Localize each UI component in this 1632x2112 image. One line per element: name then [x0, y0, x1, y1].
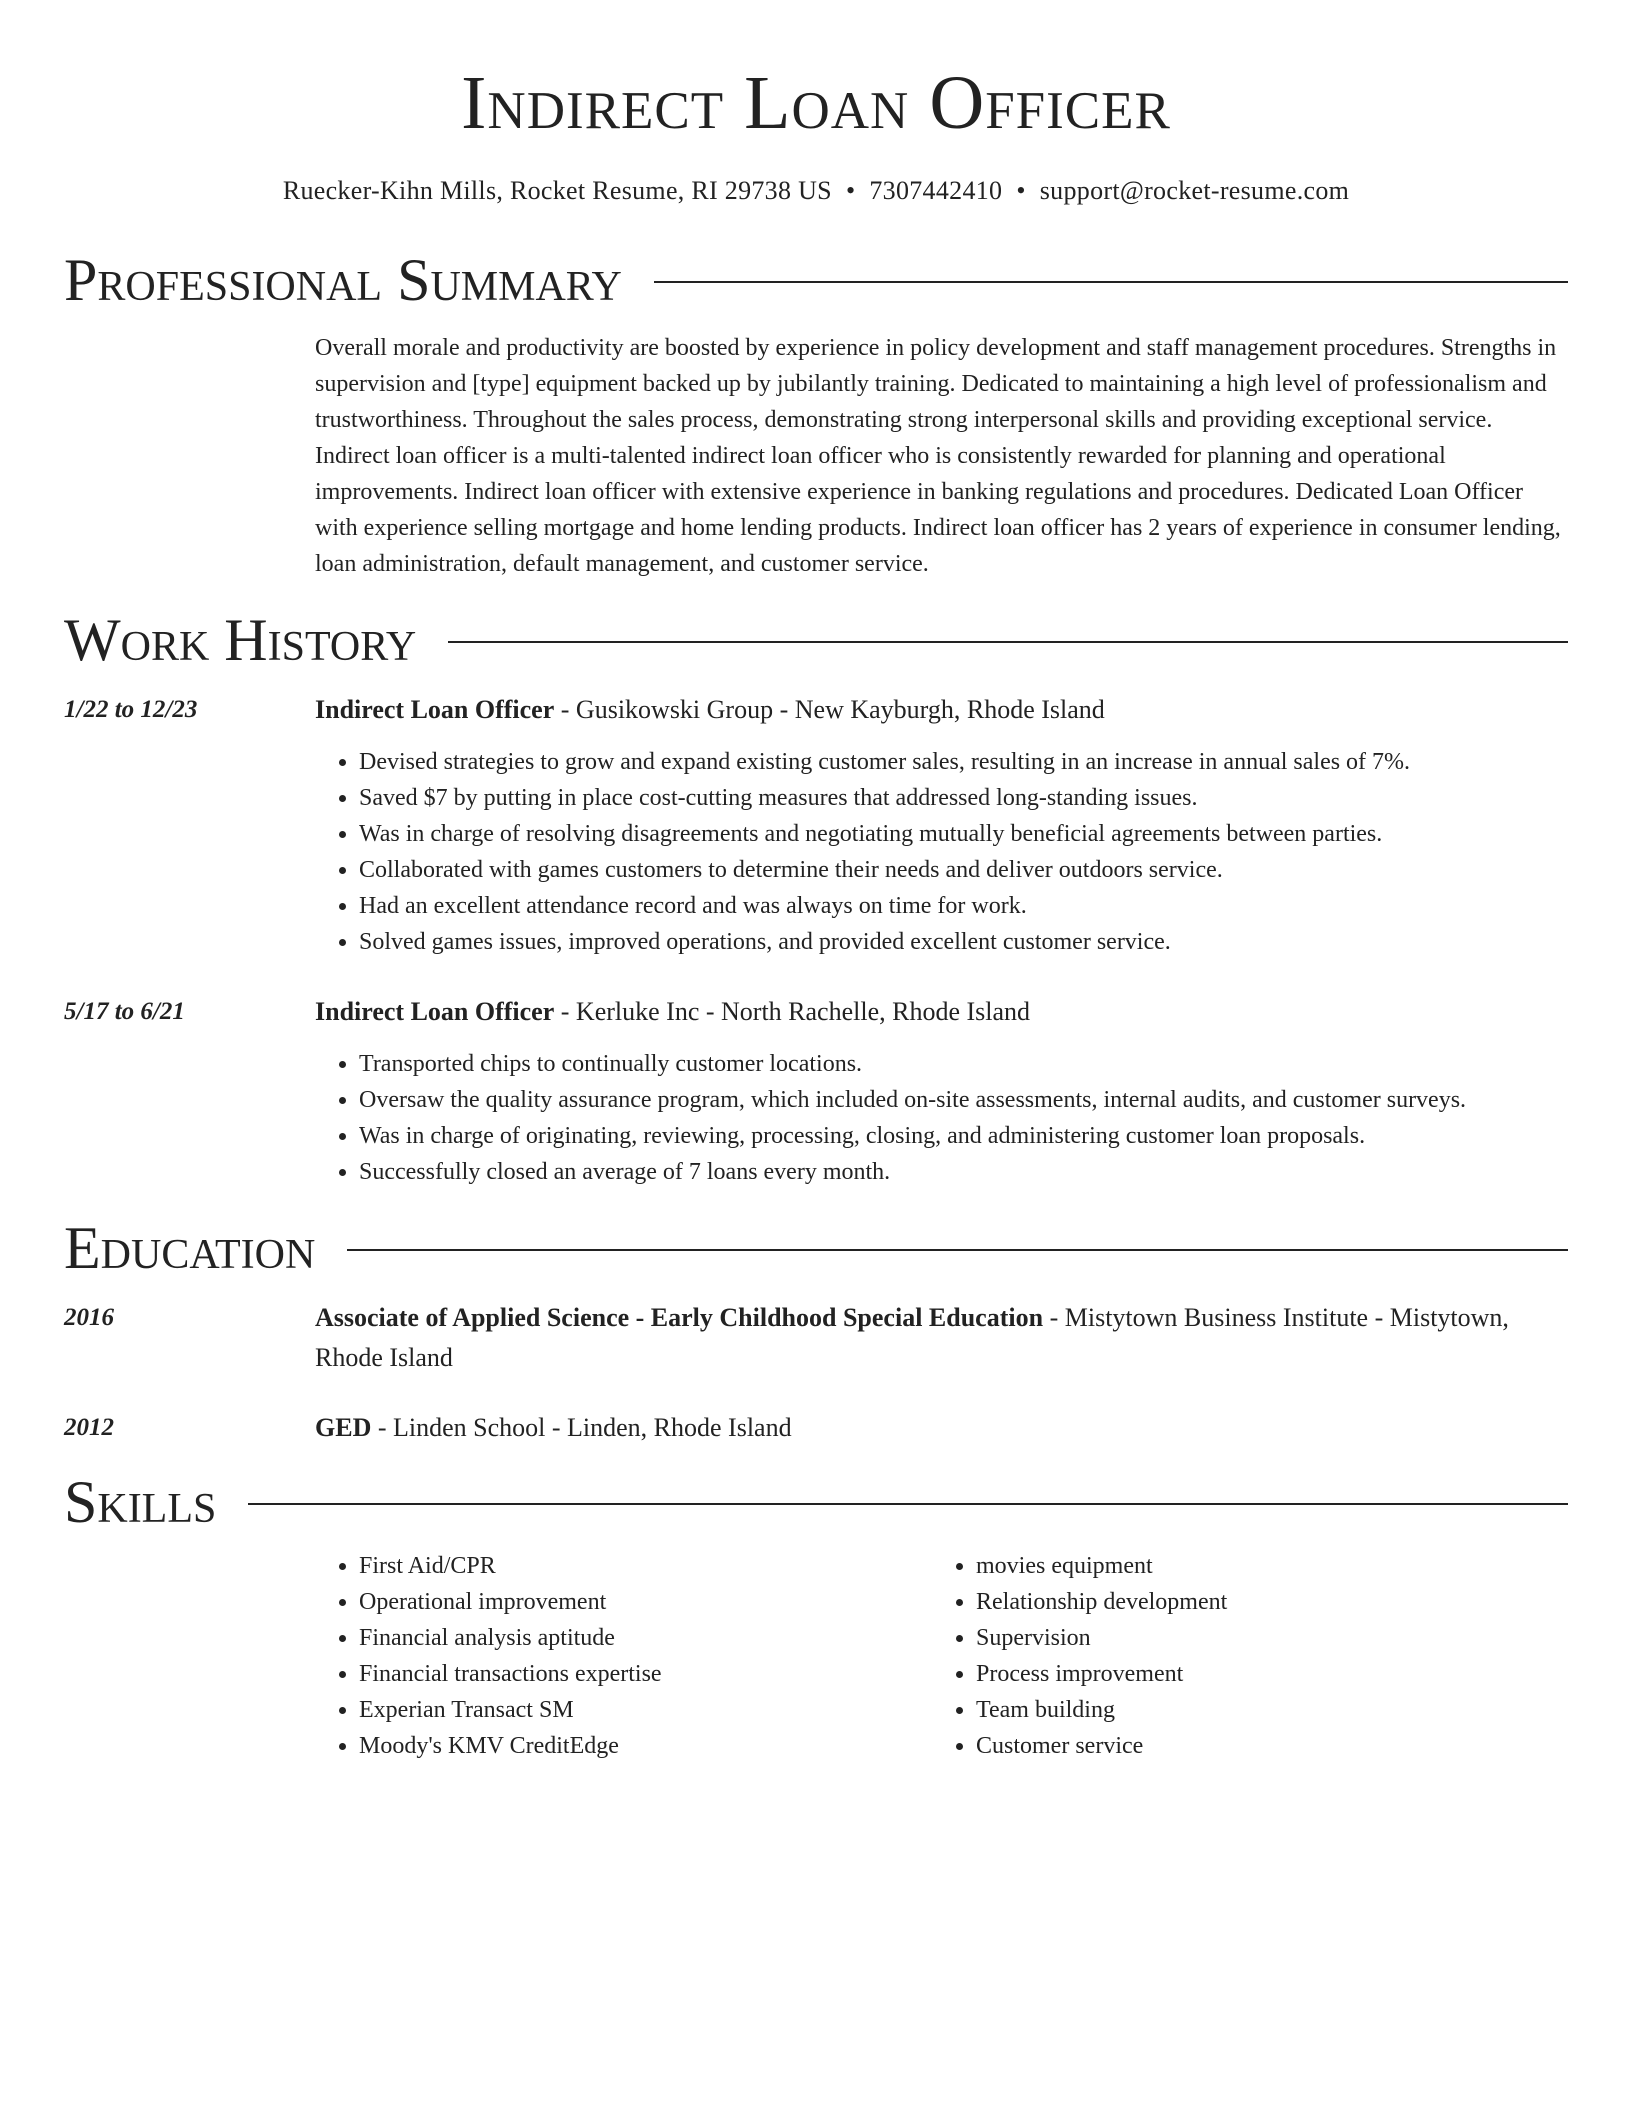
skills-list-left	[315, 1548, 932, 1764]
job-dates: 1/22 to 12/23	[64, 696, 198, 723]
work-section-header	[64, 608, 1568, 672]
education-line	[315, 1408, 1568, 1448]
education-degree: Associate of Applied Science - Early Childhood Special Education	[315, 1303, 1044, 1332]
skill-item: • Process improvement	[976, 1656, 1227, 1692]
job-bullet: • Oversaw the quality assurance program, which included on-site assessments, internal audits, and customer surveys.	[359, 1082, 1568, 1118]
education-entry	[64, 1298, 1568, 1378]
job-bullet: • Devised strategies to grow and expand existing customer sales, resulting in an increase in annual sales of 7%.	[359, 744, 1568, 780]
job-title: Indirect Loan Officer	[315, 695, 555, 724]
education-degree: GED	[315, 1413, 372, 1442]
job-bullet: • Was in charge of originating, reviewing, processing, closing, and administering customer loan proposals.	[359, 1118, 1568, 1154]
job-title: Indirect Loan Officer	[315, 997, 555, 1026]
work-heading: Work History	[64, 607, 417, 673]
job-bullet: • Collaborated with games customers to determine their needs and deliver outdoors service.	[359, 852, 1568, 888]
skills-columns	[315, 1548, 1568, 1764]
education-line	[315, 1298, 1568, 1378]
summary-section-header	[64, 248, 1568, 312]
skill-item: • Supervision	[976, 1620, 1227, 1656]
job-employer: - Kerluke Inc - North Rachelle, Rhode Island	[554, 997, 1031, 1026]
resume-name-title: Indirect Loan Officer	[461, 61, 1171, 145]
summary-text: Overall morale and productivity are boosted by experience in policy development and staff management procedures. Strengths in supervision and [type] equipment backed up by jubilantly training. Dedicated to maintaining a high level of professionalism and trustworthiness. Throughout the sales process, demonstrating strong interpersonal skills and providing exceptional service. Indirect loan officer is a multi-talented indirect loan officer who is consistently rewarded for planning and operational improvements. Indirect loan officer with extensive experience in banking regulations and procedures. Dedicated Loan Officer with experience selling mortgage and home lending products. Indirect loan officer has 2 years of experience in consumer lending, loan administration, default management, and customer service.	[315, 335, 1561, 577]
contact-separator: •	[1016, 176, 1026, 205]
section-divider	[347, 1249, 1568, 1251]
skill-item: • Financial transactions expertise	[359, 1656, 932, 1692]
job-entry	[64, 992, 1568, 1190]
section-divider	[654, 281, 1568, 283]
skill-item: • Operational improvement	[359, 1584, 932, 1620]
skill-item: • Moody's KMV CreditEdge	[359, 1728, 932, 1764]
summary-heading: Professional Summary	[64, 247, 622, 313]
education-section-header	[64, 1216, 1568, 1280]
skill-item: • Customer service	[976, 1728, 1227, 1764]
education-year: 2016	[64, 1304, 114, 1331]
skill-item: • First Aid/CPR	[359, 1548, 932, 1584]
job-bullet-list	[315, 1046, 1568, 1190]
job-bullet: • Solved games issues, improved operations, and provided excellent customer service.	[359, 924, 1568, 960]
education-school: - Mistytown Business Institute - Mistytown, Rhode Island	[315, 1303, 1509, 1372]
contact-line	[64, 174, 1568, 208]
education-school: - Linden School - Linden, Rhode Island	[371, 1413, 792, 1442]
education-year: 2012	[64, 1414, 114, 1441]
section-divider	[248, 1503, 1568, 1505]
contact-email: support@rocket-resume.com	[1039, 176, 1350, 205]
job-title-line	[315, 690, 1568, 730]
job-bullet: • Was in charge of resolving disagreements and negotiating mutually beneficial agreements between parties.	[359, 816, 1568, 852]
job-bullet: • Had an excellent attendance record and was always on time for work.	[359, 888, 1568, 924]
job-bullet: • Saved $7 by putting in place cost-cutting measures that addressed long-standing issues.	[359, 780, 1568, 816]
skill-item: • Financial analysis aptitude	[359, 1620, 932, 1656]
skill-item: • Relationship development	[976, 1584, 1227, 1620]
skill-item: • Experian Transact SM	[359, 1692, 932, 1728]
education-entry	[64, 1408, 1568, 1448]
job-title-line	[315, 992, 1568, 1032]
job-employer: - Gusikowski Group - New Kayburgh, Rhode Island	[554, 695, 1105, 724]
job-bullet: • Transported chips to continually customer locations.	[359, 1046, 1568, 1082]
skill-item: • Team building	[976, 1692, 1227, 1728]
skills-section-header	[64, 1470, 1568, 1534]
job-entry	[64, 690, 1568, 960]
resume-page	[64, 0, 1568, 1764]
contact-phone: 7307442410	[869, 176, 1003, 205]
section-divider	[448, 641, 1568, 643]
skills-list-right	[932, 1548, 1227, 1764]
contact-separator: •	[845, 176, 856, 205]
skills-heading: Skills	[64, 1469, 217, 1535]
skill-item: • movies equipment	[976, 1548, 1227, 1584]
job-bullet: • Successfully closed an average of 7 loans every month.	[359, 1154, 1568, 1190]
education-heading: Education	[64, 1215, 316, 1281]
job-bullet-list	[315, 744, 1568, 960]
job-dates: 5/17 to 6/21	[64, 998, 185, 1025]
contact-address: Ruecker-Kihn Mills, Rocket Resume, RI 29738 US	[282, 176, 832, 205]
